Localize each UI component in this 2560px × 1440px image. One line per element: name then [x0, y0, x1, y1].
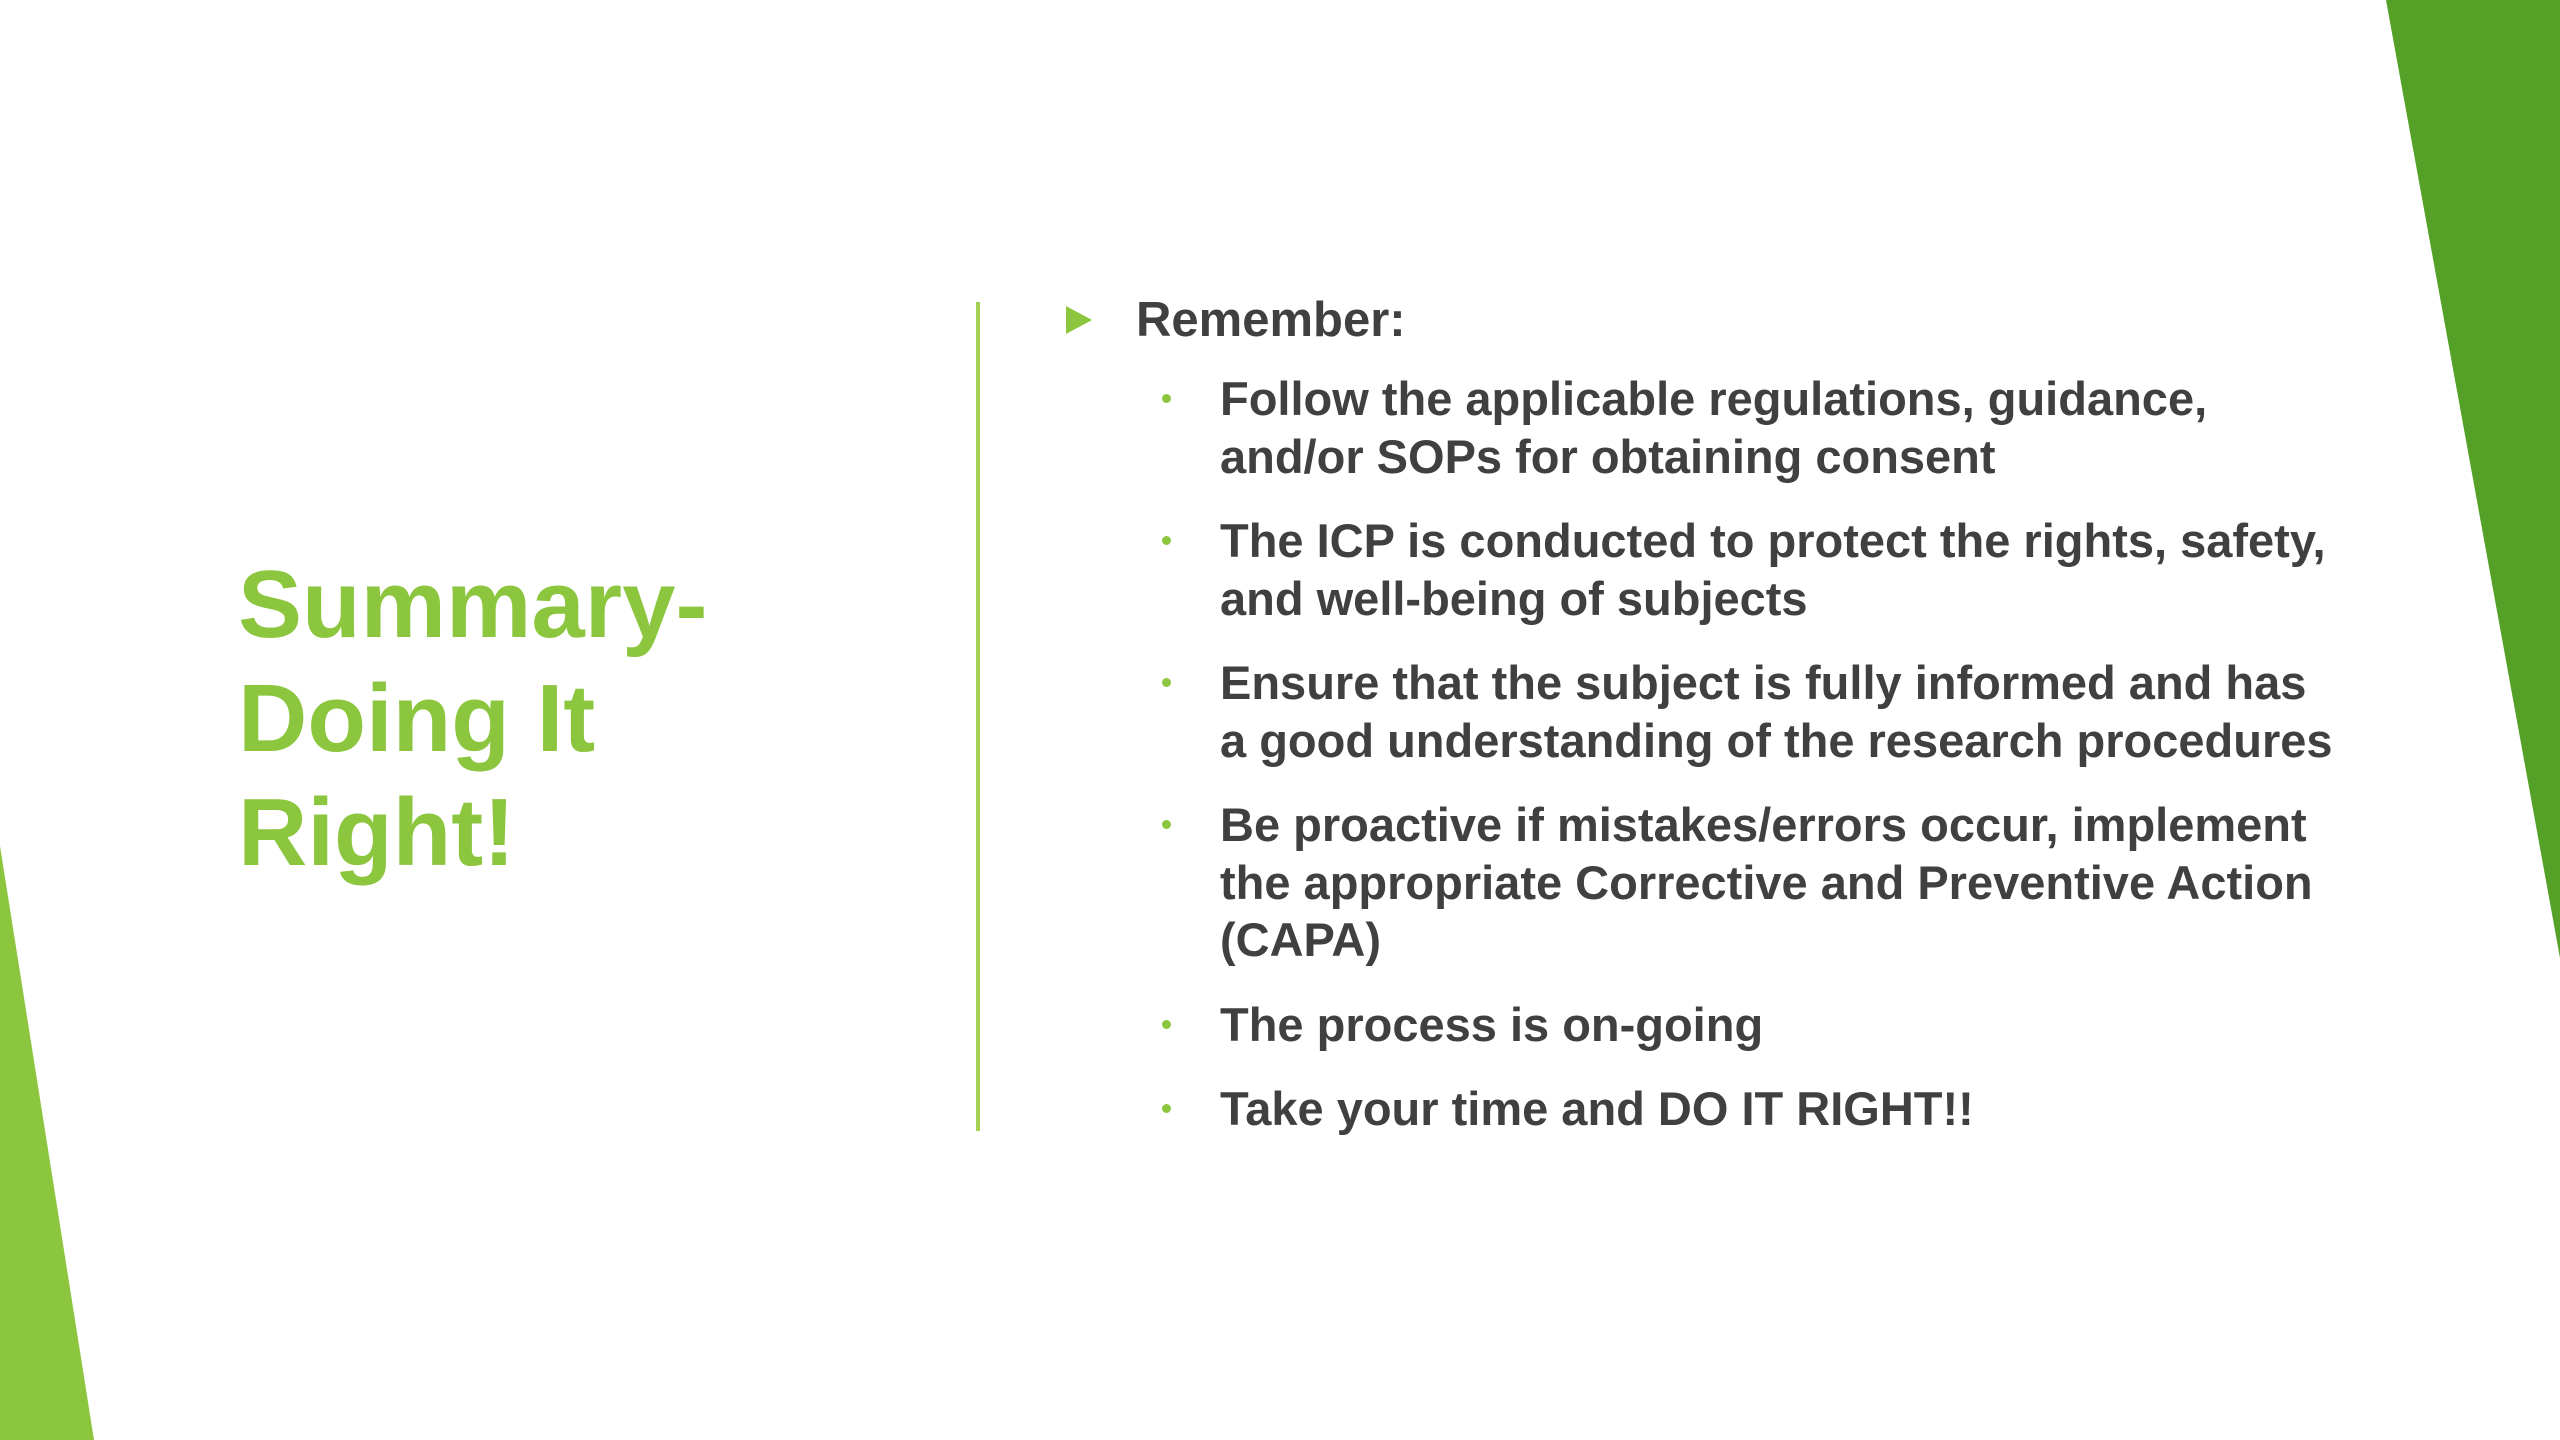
vertical-divider [976, 302, 980, 1131]
bullet-dot-icon [1162, 820, 1171, 829]
content-area [1064, 288, 2394, 1165]
bullet-line: and/or SOPs for obtaining consent [1220, 429, 1996, 483]
bullet-line: Follow the applicable regulations, guidance, [1220, 372, 2208, 425]
bullet-item [1064, 996, 2394, 1054]
bullet-item [1064, 796, 2394, 969]
bullet-item [1064, 512, 2394, 627]
slide-title [238, 548, 758, 890]
bullet-line: a good understanding of the research procedures [1220, 713, 2333, 767]
bullet-item [1064, 1080, 2394, 1138]
bullet-dot-icon [1162, 1104, 1171, 1113]
bullet-dot-icon [1162, 1020, 1171, 1029]
triangle-arrow-icon [1066, 306, 1092, 334]
bullet-dot-icon [1162, 394, 1171, 403]
bullet-line: Be proactive if mistakes/errors occur, implement [1220, 798, 2307, 851]
top-right-dark-band [2386, 0, 2560, 958]
remember-heading-text: Remember: [1136, 293, 1406, 347]
title-line-1: Summary- [238, 551, 708, 658]
bullet-line: and well-being of subjects [1220, 571, 1808, 625]
bullet-line: Take your time and DO IT RIGHT!! [1220, 1082, 1974, 1135]
bullet-dot-icon [1162, 678, 1171, 687]
bullet-item [1064, 654, 2394, 769]
title-line-2: Doing It [238, 665, 596, 772]
remember-heading [1064, 288, 2394, 352]
bottom-left-light-band [0, 846, 94, 1440]
bullet-dot-icon [1162, 536, 1171, 545]
title-line-3: Right! [238, 779, 516, 886]
bullet-line: The ICP is conducted to protect the rights, safety, [1220, 514, 2326, 567]
bullet-item [1064, 370, 2394, 485]
bullet-line: Ensure that the subject is fully informed and has [1220, 656, 2307, 709]
bullet-line: (CAPA) [1220, 913, 1381, 966]
bullet-line: the appropriate Corrective and Preventive Action [1220, 855, 2313, 909]
bullet-line: The process is on-going [1220, 997, 1764, 1051]
bullet-list [1064, 370, 2394, 1138]
